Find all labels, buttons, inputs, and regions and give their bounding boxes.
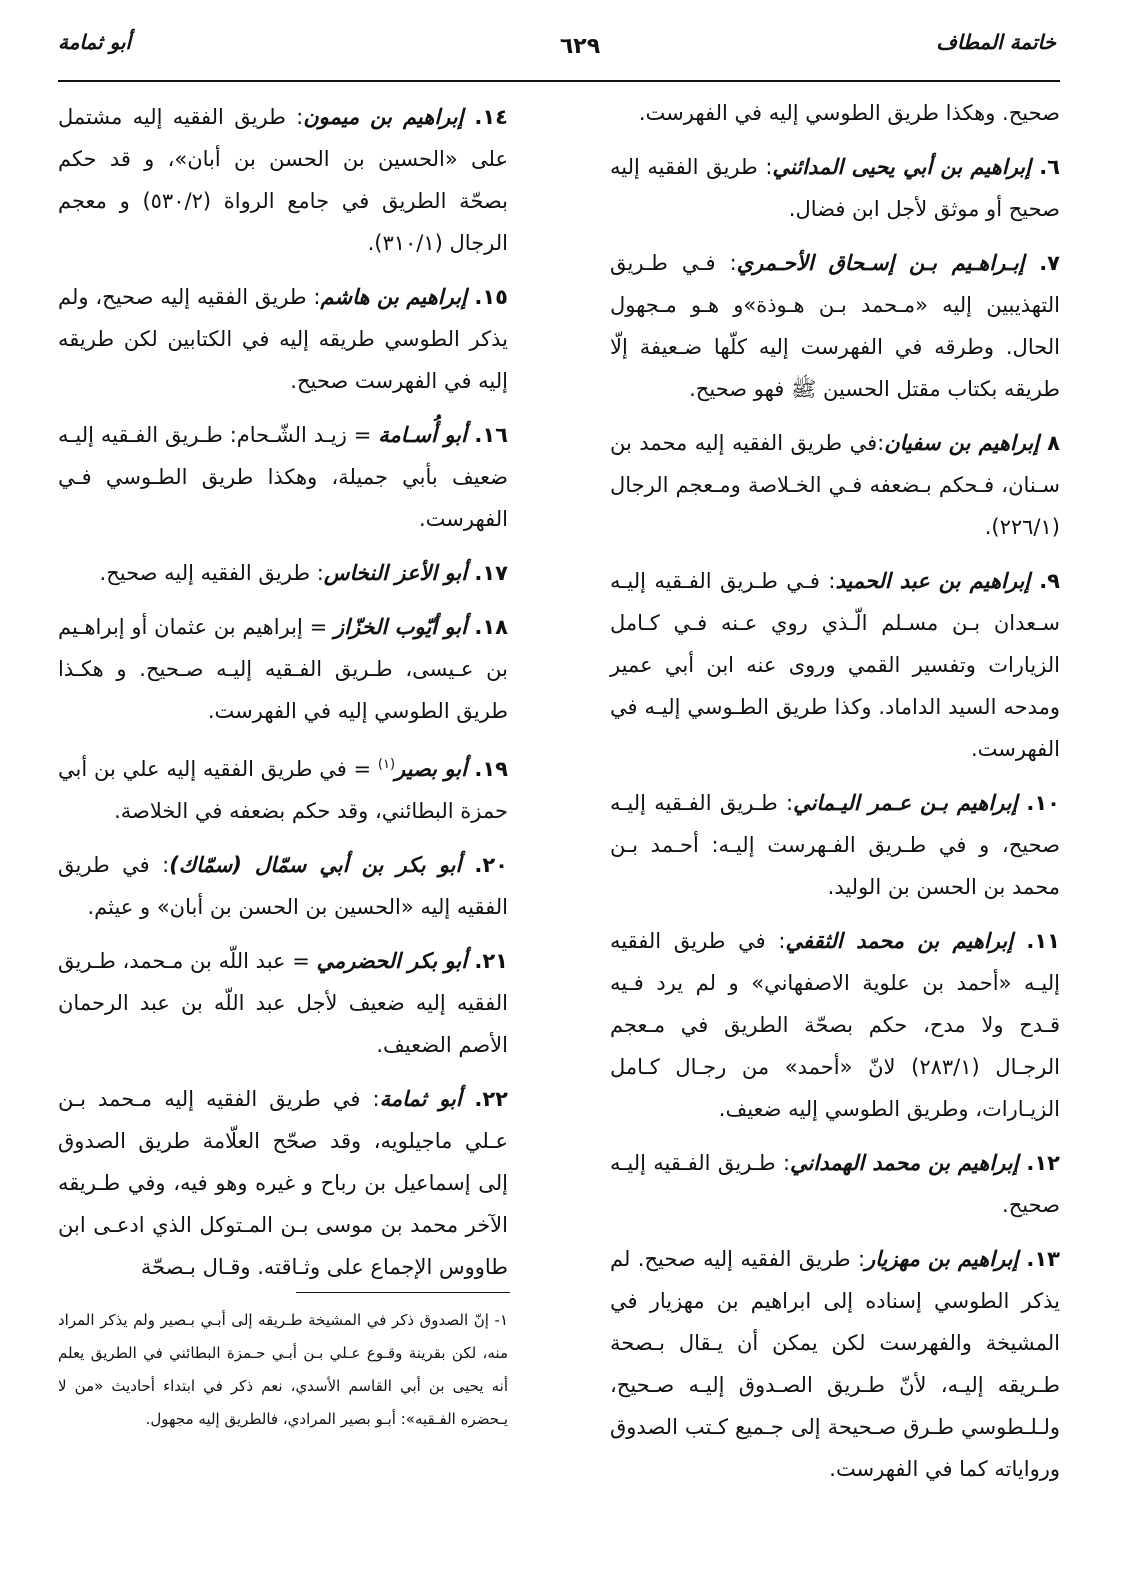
- entry-number: ٢٢.: [461, 1087, 508, 1111]
- narrator-name: إبراهيم بن عبد الحميد: [835, 569, 1031, 593]
- entry-right-column-0: [610, 92, 1060, 134]
- entry-number: ١٤.: [463, 105, 508, 129]
- entry-text: : طريق الفقيه إليه صحيح أو موثق لأجل ابن فضال.: [610, 155, 1060, 221]
- narrator-name: إبراهيم بـن عـمر اليـماني: [793, 791, 1018, 815]
- entry-left-column-2: [58, 414, 508, 540]
- entry-number: ١٣.: [1018, 1247, 1060, 1271]
- entry-text: : في طريق الفقيه إليه مـحمد بـن عـلي ماجيلويه، وقد صحّح العلّامة طريق الصدوق إلى إسماعيل بن رباح و غيره وهو فيه، وفي طـريقه الآخر محمد بن موسى بـن المـتوكل الذي ادعـى ابن طاووس الإجماع على وثـاقته. وقـال بـصحّة: [58, 1087, 508, 1279]
- narrator-name: أبو بكر الحضرمي: [316, 949, 468, 973]
- entry-text: : في طريق الفقيه إليه «الحسين بن الحسن بن أبان» و عيثم.: [58, 853, 508, 919]
- entry-right-column-7: [610, 1142, 1060, 1226]
- entry-text: : طـريق الفـقيه إليـه صحيح، و في طـريق الفـهرست إليـه: أحـمد بـن محمد بن الحسن بن الوليد.: [610, 791, 1060, 899]
- narrator-name: إبراهيم بن سفيان: [884, 431, 1040, 455]
- entry-left-column-5: [58, 744, 508, 832]
- entry-number: ٧.: [1024, 251, 1060, 275]
- entry-number: ١١.: [1013, 929, 1060, 953]
- entry-right-column-3: [610, 422, 1060, 548]
- entry-text: = إبراهيم بن عثمان أو إبراهـيم بن عـيسى، طـريق الفـقيه إليـه صـحيح. و هكـذا طريق الطوسي إليه في الفهرست.: [58, 615, 508, 723]
- entry-right-column-6: [610, 920, 1060, 1130]
- narrator-name: إبراهيم بن محمد الثقفي: [785, 929, 1014, 953]
- entry-text: : طريق الفقيه إليه صحيح. لم يذكر الطوسي إسناده إلى ابراهيم بن مهزيار في المشيخة والفهرست لكن يمكن أن يـقال بـصحة طـريقه إليـه، لأنّ طـريق الصـدوق إليـه صـحيح، ولـلـطوسي طـرق صـحيحة إلى جـميع كـتب الصدوق ورواياته كما في الفهرست.: [610, 1247, 1060, 1481]
- narrator-name: إبراهيم بن ميمون: [303, 105, 464, 129]
- entry-left-column-1: [58, 276, 508, 402]
- entry-text: صحيح. وهكذا طريق الطوسي إليه في الفهرست.: [638, 101, 1060, 125]
- entry-left-column-8: [58, 1078, 508, 1288]
- entry-text: : طريق الفقيه إليه مشتمل على «الحسين بن الحسن بن أبان»، و قد حكم بصحّة الطريق في جامع الرواة (٥٣٠/٢) و معجم الرجال (٣١٠/١).: [58, 105, 508, 255]
- entry-text: : طريق الفقيه إليه صحيح.: [99, 561, 324, 585]
- entry-right-column-5: [610, 782, 1060, 908]
- footnote-rule: [296, 1292, 510, 1293]
- entry-number: ١٨.: [466, 615, 508, 639]
- entry-left-column-7: [58, 940, 508, 1066]
- narrator-name: إبراهيم بن مهزيار: [865, 1247, 1019, 1271]
- entry-number: ١٧.: [467, 561, 508, 585]
- narrator-name: أبو أيّوب الخزّاز: [333, 615, 467, 639]
- entry-number: ٢١.: [467, 949, 508, 973]
- entry-text: : في طريق الفقيه إليـه «أحمد بن علوية الاصفهاني» و لم يرد فـيه قـدح ولا مدح، حكم بصحّة الطريق في مـعجم الرجـال (٢٨٣/١) لانّ «أحمد» من رجـال كـامل الزيـارات، وطريق الطوسي إليه ضعيف.: [610, 929, 1060, 1121]
- entry-right-column-8: [610, 1238, 1060, 1490]
- narrator-name: أبو الأعز النخاس: [323, 561, 468, 585]
- left-text-column: [58, 96, 508, 1300]
- entry-number: ١٦.: [466, 423, 508, 447]
- entry-text: : فـي طـريق الفـقيه إليـه سـعدان بـن مسـلم الّـذي روي عـنه فـي كـامل الزيارات وتفسير القمي وروى عنه ابن أبي عمير ومدحه السيد الداماد. وكذا طريق الطـوسي إليـه في الفهرست.: [610, 569, 1060, 761]
- entry-number: ٨: [1039, 431, 1060, 455]
- entry-number: ١٩.: [466, 757, 508, 781]
- entry-number: ١٢.: [1018, 1151, 1060, 1175]
- page-number: ٦٢٩: [559, 34, 601, 59]
- entry-left-column-0: [58, 96, 508, 264]
- narrator-name: أبو بكر بن أبي سمّال (سمّاك): [169, 853, 462, 877]
- narrator-name: إبـراهـيم بـن إسـحاق الأحـمري: [736, 251, 1025, 275]
- entry-number: ١٠.: [1017, 791, 1060, 815]
- entry-text: :في طريق الفقيه إليه محمد بن سـنان، فـحكم بـضعفه فـي الخـلاصة ومـعجم الرجال (٢٢٦/١).: [610, 431, 1060, 539]
- entry-number: ٦.: [1030, 155, 1060, 179]
- narrator-name: إبراهيم بن هاشم: [320, 285, 467, 309]
- entry-left-column-4: [58, 606, 508, 732]
- running-header-left: أبو ثمامة: [58, 30, 132, 54]
- right-text-column: [610, 92, 1060, 1502]
- header-rule: [58, 80, 1060, 82]
- entry-number: ٩.: [1030, 569, 1060, 593]
- narrator-name: أبو بصير: [395, 757, 467, 781]
- entry-right-column-4: [610, 560, 1060, 770]
- entry-text: : طريق الفقيه إليه صحيح، ولم يذكر الطوسي طريقه إليه في الكتابين لكن طريقه إليه في الفهرست صحيح.: [58, 285, 508, 393]
- entry-text: : طـريق الفـقيه إليـه صحيح.: [610, 1151, 1060, 1217]
- narrator-name: أبو أُسـامة: [378, 423, 467, 447]
- entry-left-column-6: [58, 844, 508, 928]
- entry-text: = في طريق الفقيه إليه علي بن أبي حمزة البطائني، وقد حكم بضعفه في الخلاصة.: [58, 757, 508, 823]
- narrator-name: إبراهيم بن محمد الهمداني: [790, 1151, 1019, 1175]
- entry-left-column-3: [58, 552, 508, 594]
- entry-right-column-2: [610, 242, 1060, 410]
- entry-text: = عبد اللّه بن مـحمد، طـريق الفقيه إليه ضعيف لأجل عبد اللّه بن عبد الرحمان الأصم الضعيف.: [58, 949, 508, 1057]
- entry-right-column-1: [610, 146, 1060, 230]
- entry-number: ١٥.: [466, 285, 508, 309]
- footnote-marker: (١): [377, 757, 396, 772]
- narrator-name: إبراهيم بن أبي يحيى المدائني: [772, 155, 1031, 179]
- footnote: ١- إنّ الصدوق ذكر في المشيخة طـريقه إلى أبـي بـصير ولم يذكر المراد منه، لكن بقرينة وقـوع عـلي بـن أبـي حـمزة البطائني في الطريق يعلم أنه يحيى بن أبي القاسم الأسدي، نعم ذكر في ابتداء أحاديث «من لا يـحضره الفـقيه»: أبـو بصير المرادي، فالطريق إليه مجهول.: [58, 1311, 508, 1428]
- narrator-name: أبو ثمامة: [379, 1087, 462, 1111]
- entry-number: ٢٠.: [461, 853, 508, 877]
- entry-text: = زيـد الشّـحام: طـريق الفـقيه إليـه ضعيف بأبي جميلة، وهكذا طريق الطـوسي فـي الفهرست.: [58, 423, 508, 531]
- entry-text: : فـي طـريق التهذيبين إليه «مـحمد بـن هـوذة»و هـو مـجهول الحال. وطرقه في الفهرست إليه كلّها ضـعيفة إلّا طريقه بكتاب مقتل الحسين ﷺ فهو صحيح.: [610, 251, 1060, 401]
- running-header-right: خاتمة المطاف: [936, 30, 1056, 54]
